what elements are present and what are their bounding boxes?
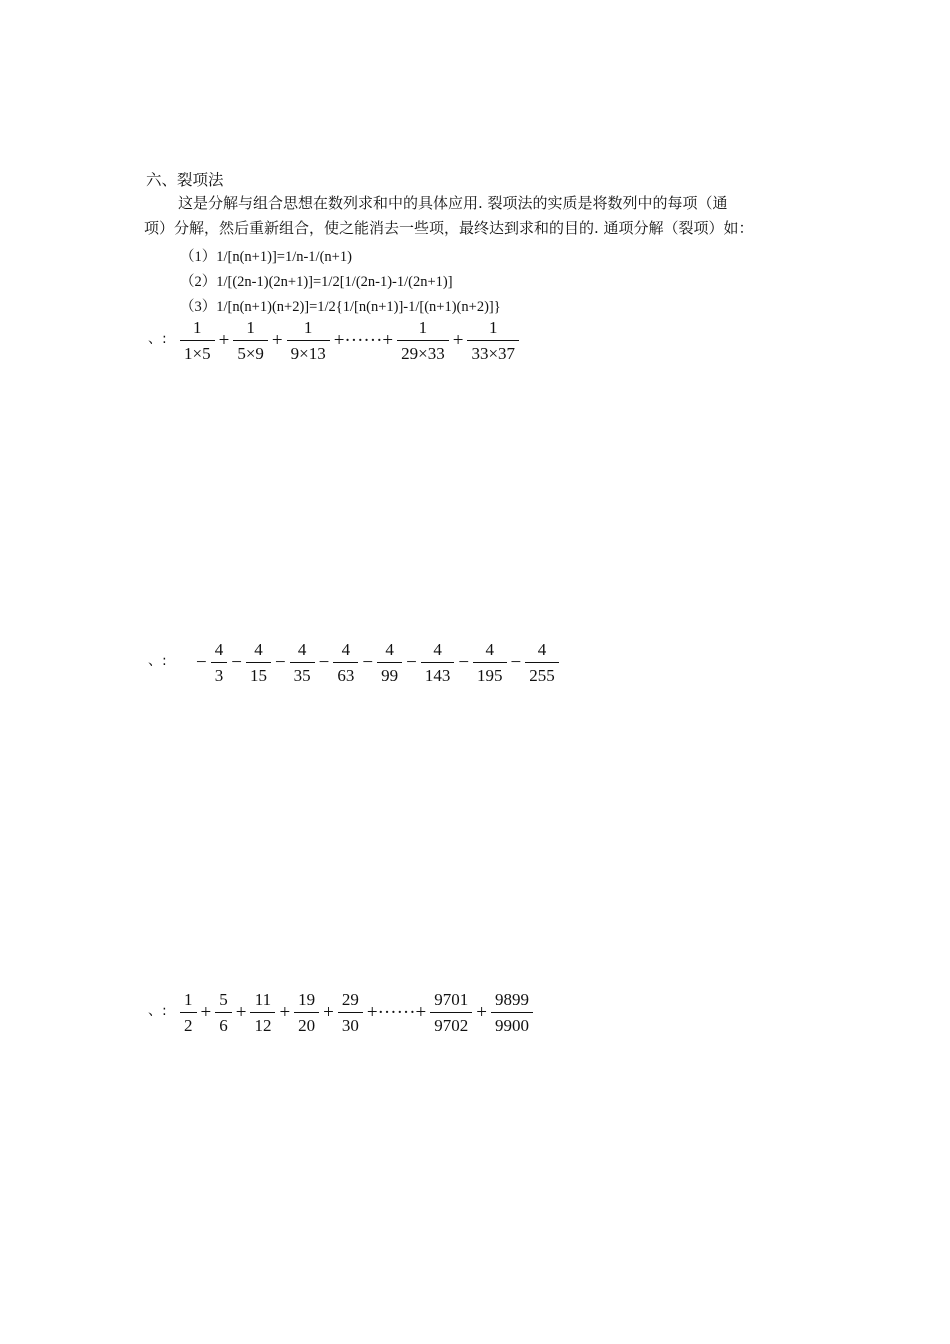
fraction bbox=[338, 990, 363, 1036]
fraction-denominator: 33×37 bbox=[467, 340, 519, 364]
fraction bbox=[397, 318, 449, 364]
section-title: 六、裂项法 bbox=[146, 171, 224, 189]
fraction-numerator: 19 bbox=[298, 990, 316, 1009]
fraction-denominator: 6 bbox=[215, 1012, 232, 1036]
fraction bbox=[250, 990, 275, 1036]
fraction-numerator: 4 bbox=[341, 640, 351, 659]
section-paragraph bbox=[144, 191, 814, 241]
expression-3 bbox=[178, 986, 535, 1040]
fraction-numerator: 1 bbox=[303, 318, 313, 337]
operator: − bbox=[458, 652, 470, 673]
fraction-denominator: 63 bbox=[333, 662, 358, 686]
fraction-numerator: 9701 bbox=[434, 990, 469, 1009]
fraction-numerator: 4 bbox=[485, 640, 495, 659]
fraction-denominator: 20 bbox=[294, 1012, 319, 1036]
fraction-numerator: 1 bbox=[193, 318, 202, 337]
fraction-denominator: 9900 bbox=[491, 1012, 533, 1036]
operator: − bbox=[274, 652, 286, 673]
operator: + bbox=[235, 1002, 247, 1023]
operator: − bbox=[318, 652, 330, 673]
operator: + bbox=[323, 1002, 334, 1023]
rule-1: （1）1/[n(n+1)]=1/n-1/(n+1) bbox=[180, 249, 352, 265]
fraction-numerator: 4 bbox=[297, 640, 307, 659]
fraction-numerator: 1 bbox=[488, 318, 498, 337]
fraction-numerator: 4 bbox=[254, 640, 263, 659]
fraction-denominator: 35 bbox=[290, 662, 315, 686]
fraction-denominator: 99 bbox=[377, 662, 402, 686]
fraction bbox=[211, 640, 228, 686]
operator: +······+ bbox=[333, 330, 394, 351]
fraction bbox=[180, 318, 215, 364]
fraction-denominator: 255 bbox=[525, 662, 559, 686]
fraction bbox=[473, 640, 507, 686]
fraction-denominator: 2 bbox=[180, 1012, 197, 1036]
fraction-denominator: 12 bbox=[250, 1012, 275, 1036]
rule-3: （3）1/[n(n+1)(n+2)]=1/2{1/[n(n+1)]-1/[(n+1)(n+2)]} bbox=[180, 299, 501, 315]
fraction bbox=[246, 640, 271, 686]
fraction-denominator: 143 bbox=[421, 662, 455, 686]
operator: + bbox=[271, 330, 283, 351]
leading-operator: − bbox=[196, 652, 207, 673]
fraction-numerator: 4 bbox=[214, 640, 224, 659]
rule-2: （2）1/[(2n-1)(2n+1)]=1/2[1/(2n-1)-1/(2n+1)] bbox=[180, 274, 453, 290]
fraction-numerator: 4 bbox=[537, 640, 547, 659]
fraction bbox=[290, 640, 315, 686]
fraction bbox=[333, 640, 358, 686]
fraction-numerator: 5 bbox=[219, 990, 228, 1009]
operator: − bbox=[231, 652, 242, 673]
fraction bbox=[215, 990, 232, 1036]
expression-2 bbox=[194, 636, 561, 690]
operator: + bbox=[218, 330, 230, 351]
fraction-numerator: 1 bbox=[418, 318, 428, 337]
fraction-numerator: 11 bbox=[254, 990, 272, 1009]
fraction-denominator: 1×5 bbox=[180, 340, 215, 364]
fraction bbox=[287, 318, 330, 364]
fraction-numerator: 4 bbox=[385, 640, 394, 659]
fraction-numerator: 1 bbox=[184, 990, 193, 1009]
fraction-denominator: 9×13 bbox=[287, 340, 330, 364]
fraction-denominator: 3 bbox=[211, 662, 228, 686]
fraction bbox=[467, 318, 519, 364]
fraction-numerator: 1 bbox=[246, 318, 255, 337]
fraction bbox=[180, 990, 197, 1036]
expression-1 bbox=[178, 314, 521, 368]
operator: + bbox=[476, 1002, 487, 1023]
fraction-denominator: 5×9 bbox=[233, 340, 268, 364]
fraction-numerator: 29 bbox=[341, 990, 359, 1009]
fraction-denominator: 9702 bbox=[430, 1012, 472, 1036]
fraction bbox=[233, 318, 268, 364]
problem-number-prefix: 、: bbox=[148, 1003, 167, 1019]
operator: − bbox=[406, 652, 417, 673]
fraction bbox=[377, 640, 402, 686]
problem-number-prefix: 、: bbox=[148, 653, 167, 669]
problem-number-prefix: 、: bbox=[148, 331, 167, 347]
fraction-denominator: 195 bbox=[473, 662, 507, 686]
fraction-numerator: 9899 bbox=[495, 990, 529, 1009]
fraction-denominator: 29×33 bbox=[397, 340, 449, 364]
fraction-numerator: 4 bbox=[433, 640, 442, 659]
operator: +······+ bbox=[366, 1002, 427, 1023]
fraction bbox=[430, 990, 472, 1036]
fraction bbox=[525, 640, 559, 686]
fraction bbox=[491, 990, 533, 1036]
fraction bbox=[294, 990, 319, 1036]
paragraph-line-1: 这是分解与组合思想在数列求和中的具体应用. 裂项法的实质是将数列中的每项（通 bbox=[178, 194, 728, 212]
operator: − bbox=[510, 652, 522, 673]
operator: + bbox=[452, 330, 464, 351]
paragraph-line-2: 项）分解，然后重新组合，使之能消去一些项，最终达到求和的目的. 通项分解（裂项）如： bbox=[144, 219, 754, 237]
fraction-denominator: 30 bbox=[338, 1012, 363, 1036]
fraction bbox=[421, 640, 455, 686]
operator: − bbox=[362, 652, 374, 673]
operator: + bbox=[279, 1002, 291, 1023]
operator: + bbox=[200, 1002, 212, 1023]
fraction-denominator: 15 bbox=[246, 662, 271, 686]
